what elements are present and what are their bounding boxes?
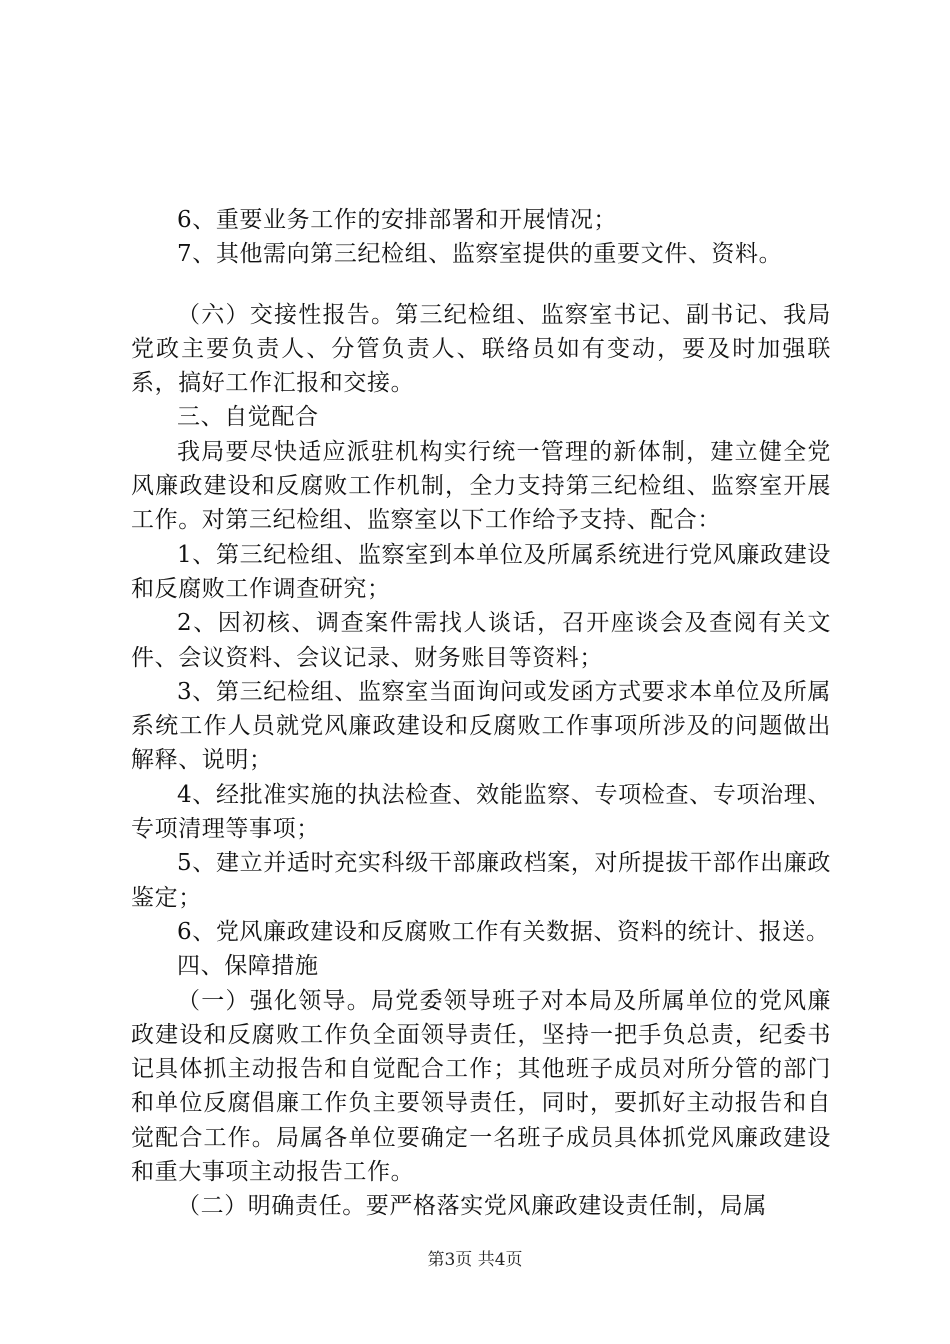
section-heading-4: 四、保障措施 [177,953,319,980]
paragraph-cooperation-5: 5、建立并适时充实科级干部廉政档案，对所提拔干部作出廉政鉴定； [131,850,831,911]
paragraph-cooperation-intro: 我局要尽快适应派驻机构实行统一管理的新体制，建立健全党风廉政建设和反腐败工作机制，全力支持第三纪检组、监察室开展工作。对第三纪检组、监察室以下工作给予支持、配合： [131,438,831,534]
paragraph-cooperation-2: 2、因初核、调查案件需找人谈话，召开座谈会及查阅有关文件、会议资料、会议记录、财务账目等资料； [131,610,831,671]
document-body [131,203,831,1224]
paragraph-cooperation-1: 1、第三纪检组、监察室到本单位及所属系统进行党风廉政建设和反腐败工作调查研究； [131,541,831,602]
paragraph-cooperation-3: 3、第三纪检组、监察室当面询问或发函方式要求本单位及所属系统工作人员就党风廉政建设和反腐败工作事项所涉及的问题做出解释、说明； [131,678,831,774]
section-heading-3: 三、自觉配合 [177,404,319,431]
paragraph-clarify-responsibility: （二）明确责任。要严格落实党风廉政建设责任制，局属 [177,1193,767,1220]
paragraph-item-6: 6、重要业务工作的安排部署和开展情况； [177,207,618,233]
paragraph-item-7: 7、其他需向第三纪检组、监察室提供的重要文件、资料。 [177,241,783,268]
paragraph-cooperation-6: 6、党风廉政建设和反腐败工作有关数据、资料的统计、报送。 [177,918,830,945]
page-number-footer: 第3页 共4页 [427,1250,523,1270]
paragraph-handover-report: （六）交接性报告。第三纪检组、监察室书记、副书记、我局党政主要负责人、分管负责人、联络员如有变动，要及时加强联系，搞好工作汇报和交接。 [131,301,831,397]
paragraph-strengthen-leadership: （一）强化领导。局党委领导班子对本局及所属单位的党风廉政建设和反腐败工作负全面领导责任，坚持一把手负总责，纪委书记具体抓主动报告和自觉配合工作；其他班子成员对所分管的部门和单位反腐倡廉工作负主要领导责任，同时，要抓好主动报告和自觉配合工作。局属各单位要确定一名班子成员具体抓党风廉政建设和重大事项主动报告工作。 [131,987,831,1186]
paragraph-cooperation-4: 4、经批准实施的执法检查、效能监察、专项检查、专项治理、专项清理等事项； [131,781,831,843]
